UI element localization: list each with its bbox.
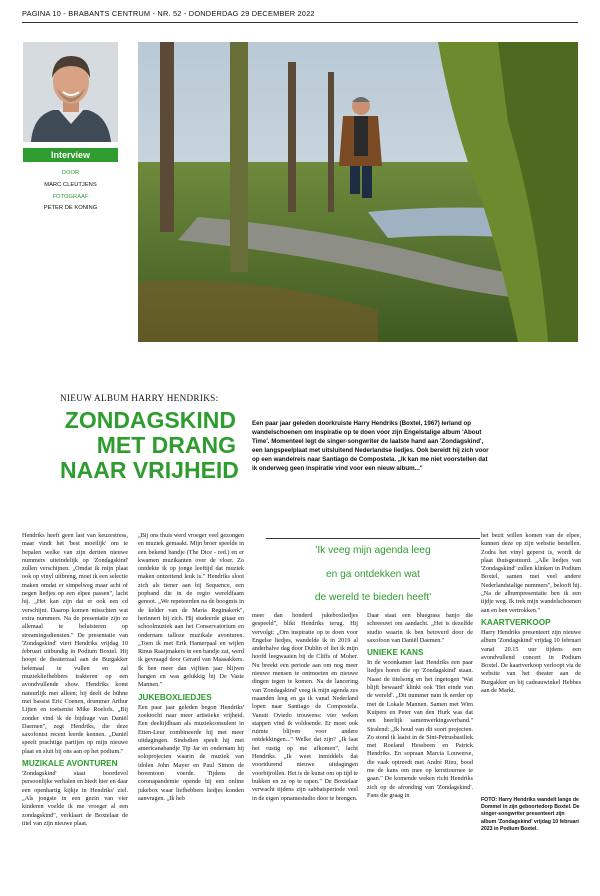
body-paragraph: meer dan honderd jukeboxliedjes gespeeld", blikt Hendriks terug. Hij vervolgt: „Om inspiratie op te doen voor Engelse liedjes, wandelde ik in 2019 al anderhalve dag door Dublin of liet ik mijn hoofd leegwaaien bij de Cliffs of Moher. Nu breekt een periode aan om nog meer nieuwe mensen te ontmoeten en nieuwe dingen tegen te komen. Na de lancering van 'Zondagskind' veeg ik mijn agenda zes maanden leeg en ga ik vanaf Nederland lopen naar Santiago de Compostela. Vanuit Oviedo trouwens: vier weken stappen vind ik voldoende. Er moet ook ruimte blijven voor andere ontdekkingen..." Welke dat zijn? „Ik laat het rustig op me afkomen", lacht Hendriks. „Ik weet inmiddels dat voortdurend nieuwe uitdagingen voorbijrollen. Het is de kunst om op tijd te bukken en ze op te rapen." De Boxtelaar verwacht tijdens zijn sabbatsperiode veel in de eigen opnamestudio door te brengen. bbox=[252, 612, 358, 802]
headline-line-2: MET DRANG bbox=[96, 432, 236, 458]
main-photo-image bbox=[138, 42, 578, 342]
intro-text: Een paar jaar geleden doorkruiste Harry Hendriks (Boxtel, 1967) Ierland op wandelschoenen om inspiratie op te doen voor zijn Engelstalige album 'About Time'. Momenteel legt de singer-songwriter de laatste hand aan 'Zondagskind', een langspeelplaat met uitsluitend Nederlandse liedjes. Ook bereidt hij zich voor op een wandelreis naar Santiago de Compostela. „Ik kan me niet voorstellen dat ik onderweg geen inspiratie vind voor een nieuw album..." bbox=[252, 420, 489, 472]
body-column-5 bbox=[481, 532, 581, 794]
body-paragraph: Harry Hendriks presenteert zijn nieuwe album 'Zondagskind' vrijdag 10 februari vanaf 20.15 uur tijdens een avondvullend concert in Podium Boxtel. De kaartverkoop verloopt via de website van het theater aan de Burgakker en bij cadeauwinkel Hebbes aan de Markt. bbox=[481, 628, 581, 695]
article-intro bbox=[252, 420, 492, 473]
byline-author: MARC CLEUTJENS bbox=[44, 181, 97, 188]
quote-line-2: en ga ontdekken wat bbox=[325, 568, 421, 580]
byline-photographer: PETER DE KONING bbox=[43, 205, 98, 212]
body-paragraph: 'Zondagskind' staat boordevol persoonlijke verhalen en biedt hier en daar een openhartig kijkje in Hendriks' ziel. „Als jongste in een gezin van vier kinderen voelde ik me vroeger al een zondagskind", verklaart de Boxtelaar de titel van zijn nieuwe plaat. bbox=[22, 770, 128, 827]
headline-line-1: ZONDAGSKIND bbox=[64, 407, 236, 433]
body-paragraph: „Bij ons thuis werd vroeger veel gezongen en muziek gemaakt. Mijn broer speelde in een bekend bandje (The Dice - red.) en er kwamen muzikanten over de vloer. Zo ontdekte ik op jonge leeftijd dat muziek maken ontzettend leuk is." Hendriks sloot zich als tiener aan bij Sequence, een popband die in de regio wereldfaam genoot. „We repeteerden na de hoogmis in de kelder van de Maria Reginakerk", herinnert hij zich. Hij studeerde gitaar en schoolmuziek aan het Conservatorium en ondernam talloze muzikale avonturen. „Toen ik met Erik Hamerpaal en wijlen Rinus Raaijmakers in een bandje zat, werd ik gevraagd door Gerard van Maasakkers. Ik ben meer dan vijftien jaar blijven hangen en was gelukkig bij De Vaste Mannen." bbox=[138, 532, 244, 689]
photo-caption: FOTO: Harry Hendriks wandelt langs de Dommel in zijn geboortedorp Boxtel. De singer-songwriter presenteert zijn album 'Zondagskind' vrijdag 10 februari 2023 in Podium Boxtel. bbox=[481, 797, 580, 832]
quote-line-3: de wereld te bieden heeft' bbox=[314, 592, 432, 603]
byline-photographer-label: FOTOGRAAF bbox=[52, 193, 89, 200]
quote-line-1: 'Ik veeg mijn agenda leeg bbox=[315, 545, 431, 556]
subheading: MUZIKALE AVONTUREN bbox=[22, 759, 118, 769]
page-header-text: PAGINA 10 - BRABANTS CENTRUM - NR. 52 - DONDERDAG 29 DECEMBER 2022 bbox=[22, 9, 315, 18]
body-paragraph: In de woonkamer laat Hendriks een paar liedjes horen die op 'Zondagskind' staan. Naast de titelsong en het ingetogen 'Wat blijft bewaard' klinkt ook 'Het einde van de wereld'. „Dit nummer nam ik eerder op met de Lokale Mannen. Samen met Wim Kuipers en Peter van den Hurk was dat een heerlijk samenwerkingsverband." Stralend: „Ik houd van dit soort projecten. Zo stond ik laatst in de Sint-Petrusbasiliek met Roeland Hessbeen en Patrick Hendriks. En sopraan Marcia Louwerse, die vaak optreedt met André Rieu, bood me de kans om mee op kersttournee te gaan." De komende weken richt Hendriks zich op de afronding van 'Zondagskind'. Fans die graag in bbox=[367, 659, 473, 799]
subheading: JUKEBOXLIEDJES bbox=[138, 692, 212, 702]
headline-line-3: NAAR VRIJHEID bbox=[60, 457, 239, 483]
pull-quote bbox=[266, 538, 480, 609]
subheading: UNIEKE KANS bbox=[367, 648, 424, 658]
article-headline bbox=[60, 407, 239, 483]
author-portrait bbox=[23, 42, 118, 142]
body-paragraph: Daar staat een bluegrass banjo die schreeuwt om aandacht. „Het is dezelfde studio waarin ik ben betoverd door de saxofoon van Daniël Daemen." bbox=[367, 612, 473, 644]
body-paragraph: Hendriks heeft geen last van keuzestress, maar vindt het 'best moeilijk' om te bepalen welke van zijn dertien nieuwe nummers uiteindelijk op 'Zondagskind' zullen verschijnen. „Omdat ik mijn plaat ook op vinyl uitbreng, moet ik een selectie maken omdat er simpelweg maar acht of negen liedjes op een elpee passen", lacht hij. „Het kan zijn dat er ook een cd verschijnt. Daarop komen misschien wat extra nummers. Na de presentatie zijn ze allemaal te beluisteren op streamingsdiensten." De presentatie van 'Zondagskind' viert Hendriks vrijdag 10 februari uitbundig in Podium Boxtel. Hij hoopt de theaterzaal aan de Burgakker helemaal te vullen en zal muziekliefhebbers trakteren op een avondvullende show. Hendriks komt natuurlijk met alleen; hij deelt de bühne met bassist Eric Coenen, drummer Arthur Lijten en toetsenist Mike Roelofs. „Bij zonder vind ik de bijdrage van Daniël Daemen", zegt Hendriks, die deze saxofonist recent leerde kennen. „Daniël speelt prachtige partijen op mijn nieuwe plaat en sluit bij ons aan op het podium." bbox=[22, 532, 128, 755]
byline-author-label: DOOR bbox=[61, 170, 80, 176]
section-tag-interview: Interview bbox=[23, 148, 118, 162]
portrait-image bbox=[23, 42, 118, 142]
body-column-1 bbox=[22, 532, 128, 852]
body-column-4 bbox=[367, 612, 473, 852]
page-header bbox=[22, 6, 578, 23]
body-column-3 bbox=[252, 612, 358, 852]
body-column-2 bbox=[138, 532, 244, 852]
subheading: KAARTVERKOOP bbox=[481, 617, 551, 627]
byline bbox=[23, 168, 118, 215]
body-paragraph: Een paar jaar geleden begon Hendriks' zoektocht naar meer artistieke vrijheid. Een deeltijdbaan als muziekconsulent in Etten-Leur combineerde hij met meer uitdagingen. Sindsdien speelt hij met americanabandje Tip Jar en ondernam hij soloprojecten waarin de muziek van idolen John Mayer en Paul Simon de boventoon voerde. Tijdens de coronapandemie opende hij een online jukebox waar liefhebbers liedjes konden aanvragen. „Ik heb bbox=[138, 703, 244, 802]
main-photo bbox=[138, 42, 578, 342]
body-paragraph: het bezit willen komen van de elpee, kunnen deze op zijn website bestellen. Zodra het vinyl geperst is, wordt de plaat thuisgestuurd. „Alle liedjes van 'Zondagskind' zullen klinken in Podium Boxtel, samen met veel andere Nederlandstalige nummers", belooft hij. „Na de albumpresentatie ben ik een tijdje weg. Ik trek mijn wandelschoenen aan en ben vertrokken." bbox=[481, 532, 581, 614]
article-kicker: NIEUW ALBUM HARRY HENDRIKS: bbox=[60, 393, 219, 403]
